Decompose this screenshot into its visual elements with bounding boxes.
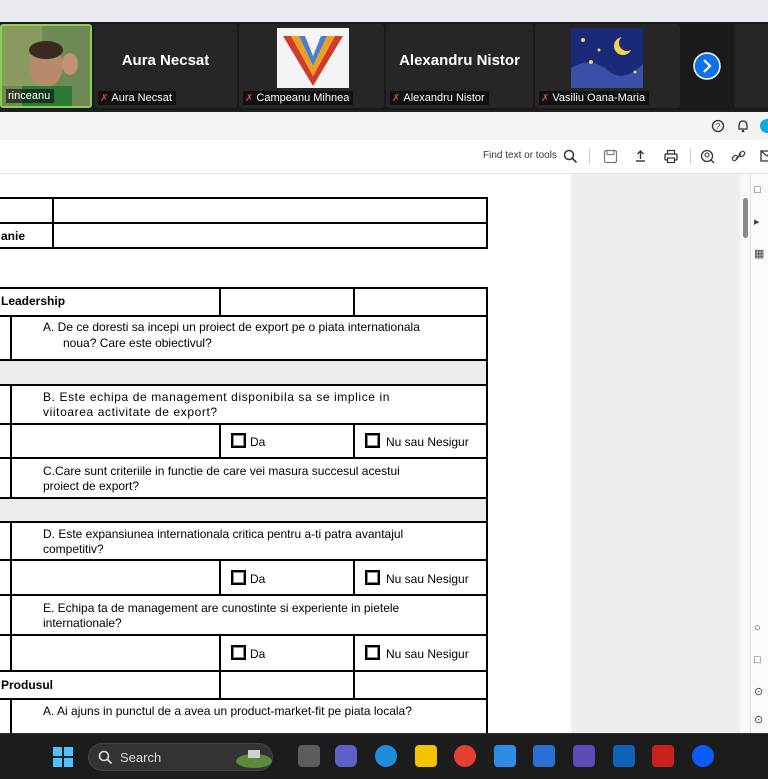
comment-icon[interactable]: □ <box>754 184 761 196</box>
taskbar-search[interactable] <box>88 743 273 771</box>
viewer-toolbar <box>0 140 768 174</box>
help-icon[interactable] <box>711 119 725 133</box>
form-cell <box>219 670 355 700</box>
answer-area[interactable] <box>0 359 488 386</box>
participant-label: ✗ Vasiliu Oana-Maria <box>539 91 649 105</box>
option-yes-label: Da <box>250 435 266 449</box>
participant-gallery <box>0 22 768 110</box>
zoom-top-bar <box>0 0 768 22</box>
participant-tile-5[interactable] <box>535 24 680 108</box>
profile-icon[interactable] <box>758 118 768 134</box>
checkbox-yes[interactable] <box>231 645 246 660</box>
option-yes-label: Da <box>250 647 266 661</box>
form-cell <box>219 287 355 317</box>
product-question-a-text: A. Ai ajuns in punctul de a avea un product-market-fit pe piata locala? <box>43 704 412 718</box>
zoom-icon[interactable] <box>692 745 714 767</box>
form-cell <box>10 423 221 459</box>
edge-icon[interactable] <box>375 745 397 767</box>
participant-label: ✗ Campeanu Mihnea <box>243 91 353 105</box>
organize-icon[interactable]: ▦ <box>754 248 765 260</box>
question-b-text: viitoarea activitate de export? <box>43 405 218 419</box>
question-e-text: E. Echipa ta de management are cunostinte si experiente in pietele <box>43 601 400 615</box>
participant-label: ✗ Aura Necsat <box>98 91 176 105</box>
question-d-text: competitiv? <box>43 542 104 556</box>
mail-icon[interactable] <box>494 745 516 767</box>
participant-label: ✗ Alexandru Nistor <box>390 91 489 105</box>
windows-start-icon[interactable] <box>53 747 73 767</box>
question-e-text: internationale? <box>43 616 122 630</box>
muted-mic-icon: ✗ <box>541 93 550 104</box>
option-yes-label: Da <box>250 572 266 586</box>
taskbar <box>0 733 768 779</box>
tool-icon[interactable]: ⊙ <box>754 714 764 726</box>
chrome-icon[interactable] <box>454 745 476 767</box>
acrobat-icon[interactable] <box>652 745 674 767</box>
checkbox-no[interactable] <box>365 570 380 585</box>
form-cell <box>353 670 488 700</box>
question-c-text: proiect de export? <box>43 479 140 493</box>
form-cell[interactable] <box>52 197 488 224</box>
section-leadership: Leadership <box>1 294 66 308</box>
annotate-icon[interactable]: ▸ <box>754 216 760 228</box>
checkbox-yes[interactable] <box>231 570 246 585</box>
avatar <box>277 28 349 88</box>
tools-rail <box>750 174 768 733</box>
share-icon[interactable] <box>700 149 716 164</box>
question-b-text: B. Este echipa de management disponibila sa se implice in <box>43 390 391 404</box>
muted-mic-icon: ✗ <box>100 93 109 104</box>
participant-tile-2[interactable] <box>94 24 237 108</box>
scrollbar[interactable] <box>740 174 750 733</box>
teams-icon[interactable] <box>335 745 357 767</box>
answer-area[interactable] <box>0 497 488 523</box>
outlook-icon[interactable] <box>613 745 635 767</box>
section-product: Produsul <box>1 678 54 692</box>
form-cell <box>353 287 488 317</box>
muted-mic-icon: ✗ <box>392 93 401 104</box>
option-no-label: Nu sau Nesigur <box>386 572 469 586</box>
task-view-icon[interactable] <box>298 745 320 767</box>
link-icon[interactable] <box>731 149 746 164</box>
participant-tile-4[interactable] <box>386 24 533 108</box>
toolbar-divider <box>589 149 590 165</box>
store-icon[interactable] <box>533 745 555 767</box>
question-a-text: noua? Care este obiectivul? <box>63 336 212 350</box>
form-cell <box>10 634 221 672</box>
scrollbar-thumb[interactable] <box>743 198 748 238</box>
chevron-right-icon[interactable] <box>693 52 721 80</box>
page-margin <box>571 174 740 733</box>
file-explorer-icon[interactable] <box>415 745 437 767</box>
search-highlight-image <box>234 747 274 769</box>
search-icon <box>98 750 113 765</box>
app-icon[interactable] <box>573 745 595 767</box>
participant-label: rinceanu <box>6 89 54 103</box>
print-icon[interactable] <box>663 149 679 164</box>
option-no-label: Nu sau Nesigur <box>386 647 469 661</box>
find-tools-label[interactable]: Find text or tools <box>483 150 557 161</box>
question-a-text: A. De ce doresti sa incepi un proiect de export pe o piata internationala <box>43 320 420 334</box>
participant-tile-1[interactable] <box>0 24 92 108</box>
save-icon[interactable] <box>603 149 618 164</box>
tool-icon[interactable]: □ <box>754 654 761 666</box>
document-page[interactable] <box>0 174 571 733</box>
tool-icon[interactable]: ○ <box>754 622 761 634</box>
form-cell <box>0 197 54 224</box>
bell-icon[interactable] <box>736 119 750 133</box>
question-d-text: D. Este expansiunea internationala critica pentru a-ti patra avantajul <box>43 527 404 541</box>
question-c-text: C.Care sunt criteriile in functie de care vei masura succesul acestui <box>43 464 400 478</box>
muted-mic-icon: ✗ <box>245 93 254 104</box>
tool-icon[interactable]: ⊙ <box>754 686 764 698</box>
pdf-viewer-window <box>0 112 768 733</box>
search-label: Search <box>120 750 162 765</box>
participant-name: Alexandru Nistor <box>399 52 520 69</box>
form-cell <box>10 559 221 596</box>
toolbar-divider <box>690 149 691 165</box>
option-no-label: Nu sau Nesigur <box>386 435 469 449</box>
checkbox-no[interactable] <box>365 645 380 660</box>
mail-icon[interactable] <box>760 150 768 163</box>
company-label: anie <box>1 229 26 243</box>
form-cell[interactable] <box>52 222 488 249</box>
export-questionnaire-form <box>0 174 571 733</box>
participant-tile-3[interactable] <box>239 24 384 108</box>
avatar <box>571 28 643 88</box>
checkbox-yes[interactable] <box>231 433 246 448</box>
svg-text:?: ? <box>715 122 721 131</box>
viewer-title-bar <box>0 112 768 140</box>
checkbox-no[interactable] <box>365 433 380 448</box>
participant-name: Aura Necsat <box>121 52 210 69</box>
participant-tile-6[interactable] <box>735 24 768 108</box>
upload-icon[interactable] <box>633 149 648 164</box>
search-icon[interactable] <box>563 149 578 164</box>
